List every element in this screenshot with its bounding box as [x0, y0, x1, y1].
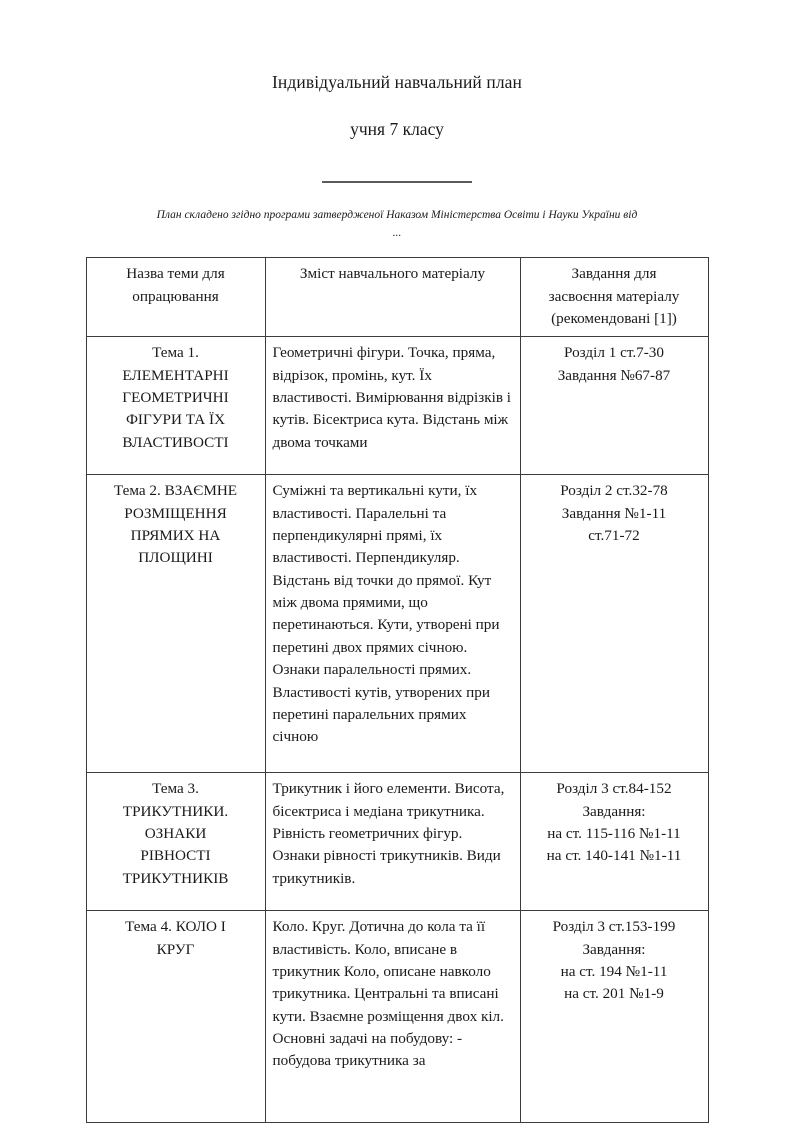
topic-line: ТРИКУТНИКІВ	[122, 869, 229, 887]
table-row	[86, 911, 708, 1123]
content-cell: Трикутник і його елементи. Висота, бісектриса і медіана трикутника. Рівність геометричних фігур. Ознаки рівності трикутників. Види трикутників.	[265, 773, 520, 911]
header-tasks	[520, 258, 708, 337]
topic-line: Тема 3.	[152, 780, 199, 798]
topic-line: ПЛОЩИНІ	[138, 549, 213, 567]
header-topic-line-1: Назва теми для	[126, 265, 225, 283]
topic-line: ВЛАСТИВОСТІ	[122, 433, 229, 451]
task-line: на ст. 201 №1-9	[564, 985, 664, 1003]
topic-cell	[86, 773, 265, 911]
task-line: Розділ 1 ст.7-30	[564, 344, 664, 362]
topic-line: ПРЯМИХ НА	[130, 527, 221, 545]
topic-line: ОЗНАКИ	[144, 825, 207, 843]
topic-line: ТРИКУТНИКИ.	[122, 802, 229, 820]
table-header-row	[86, 258, 708, 337]
tasks-cell	[520, 337, 708, 475]
header-tasks-line-2: засвоєння матеріалу	[548, 287, 680, 305]
header-content-line-1: Зміст навчального матеріалу	[299, 265, 486, 283]
table-row	[86, 475, 708, 773]
topic-line: Тема 1.	[152, 344, 199, 362]
content-cell: Геометричні фігури. Точка, пряма, відрізок, промінь, кут. Їх властивості. Вимірювання відрізків і кутів. Бісектриса кута. Відстань між двома точками	[265, 337, 520, 475]
tasks-cell	[520, 475, 708, 773]
document-header	[0, 0, 794, 242]
topic-line: Тема 2. ВЗАЄМНЕ	[113, 482, 238, 500]
task-line: на ст. 140-141 №1-11	[546, 847, 682, 865]
topic-cell	[86, 911, 265, 1123]
program-note-ellipsis: ...	[392, 226, 402, 239]
tasks-cell	[520, 773, 708, 911]
page-title: Індивідуальний навчальний план	[272, 72, 522, 92]
topic-line: РІВНОСТІ	[140, 847, 211, 865]
task-line: Завдання:	[582, 940, 646, 958]
page-subtitle: учня 7 класу	[350, 118, 444, 139]
program-note	[0, 191, 794, 243]
header-content	[265, 258, 520, 337]
header-topic-line-2: опрацювання	[132, 287, 219, 305]
topic-cell	[86, 337, 265, 475]
table-body	[86, 337, 708, 1123]
topic-line: РОЗМІЩЕННЯ	[124, 504, 227, 522]
plan-table-container	[0, 242, 794, 1123]
task-line: Завдання №67-87	[557, 366, 671, 384]
topic-cell	[86, 475, 265, 773]
table-row	[86, 773, 708, 911]
header-topic-name	[86, 258, 265, 337]
program-note-text: План складено згідно програми затвердженої Наказом Міністерства Освіти і Науки України від	[156, 208, 638, 221]
task-line: на ст. 115-116 №1-11	[547, 825, 681, 843]
separator-line	[322, 181, 472, 183]
content-cell: Коло. Круг. Дотична до кола та її властивість. Коло, вписане в трикутник Коло, описане навколо трикутника. Центральні та вписані кути. Взаємне розміщення двох кіл. Основні задачі на побудову: - побудова трикутника за	[265, 911, 520, 1123]
task-line: Завдання:	[582, 802, 646, 820]
topic-line: Тема 4. КОЛО І	[125, 918, 226, 936]
study-plan-table	[86, 257, 709, 1123]
task-line: ст.71-72	[588, 527, 640, 545]
topic-line: КРУГ	[156, 940, 195, 958]
task-line: на ст. 194 №1-11	[560, 963, 668, 981]
topic-line: ФІГУРИ ТА ЇХ	[125, 411, 226, 429]
topic-line: ЕЛЕМЕНТАРНІ	[122, 366, 229, 384]
table-row	[86, 337, 708, 475]
task-line: Завдання №1-11	[561, 504, 667, 522]
task-line: Розділ 2 ст.32-78	[560, 482, 668, 500]
header-tasks-line-3: (рекомендовані [1])	[551, 310, 677, 328]
header-tasks-line-1: Завдання для	[571, 265, 657, 283]
content-cell: Суміжні та вертикальні кути, їх властивості. Паралельні та перпендикулярні прямі, їх властивості. Перпендикуляр. Відстань від точки до прямої. Кут між двома прямими, що перетинаються. Кути, утворені при перетині двох прямих січною. Ознаки паралельності прямих. Властивості кутів, утворених при перетині паралельних прямих січною	[265, 475, 520, 773]
horizontal-separator	[0, 141, 794, 191]
task-line: Розділ 3 ст.84-152	[556, 780, 672, 798]
tasks-cell	[520, 911, 708, 1123]
task-line: Розділ 3 ст.153-199	[552, 918, 676, 936]
topic-line: ГЕОМЕТРИЧНІ	[122, 389, 229, 407]
table-header	[86, 258, 708, 337]
